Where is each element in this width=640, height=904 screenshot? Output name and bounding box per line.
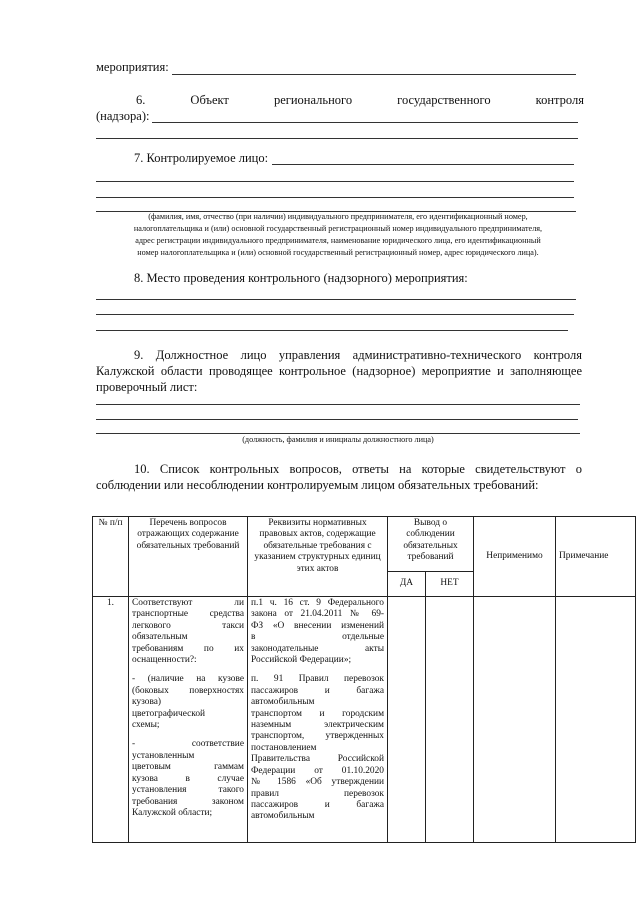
header-num: № п/п bbox=[93, 517, 129, 597]
cell-text-line: установленным bbox=[132, 750, 195, 761]
cell-text-line: обязательным bbox=[132, 632, 188, 643]
item-7-label: 7. Контролируемое лицо: bbox=[134, 151, 269, 165]
row-number: 1. bbox=[93, 597, 129, 843]
item-9-caption: (должность, фамилия и инициалы должностного лица) bbox=[242, 435, 434, 444]
cell-text-line: пассажиров и багажа bbox=[251, 799, 384, 810]
cell-text-line: Российской Федерации»; bbox=[251, 655, 352, 666]
item-9-line-3: проверочный лист: bbox=[96, 380, 198, 394]
cell-text-line: кузова в случае bbox=[132, 773, 244, 784]
checklist-table bbox=[92, 516, 636, 843]
fill-line bbox=[96, 181, 574, 182]
question-block bbox=[132, 739, 244, 819]
item-6-word: регионального bbox=[273, 93, 353, 107]
requisite-block bbox=[251, 598, 384, 666]
cell-text-line: закона от 21.04.2011 № 69- bbox=[251, 609, 384, 620]
cell-text-line: п. 91 Правил перевозок bbox=[251, 674, 384, 685]
fill-line bbox=[96, 404, 580, 405]
fill-line bbox=[96, 314, 574, 315]
cell-text-line: Калужской области; bbox=[132, 807, 213, 818]
header-questions: Перечень вопросов отражающих содержание обязательных требований bbox=[129, 517, 248, 597]
cell-no[interactable] bbox=[426, 597, 474, 843]
header-no: НЕТ bbox=[426, 572, 474, 597]
fill-line bbox=[96, 299, 576, 300]
event-label: мероприятия: bbox=[96, 60, 169, 74]
item-10-line-2: соблюдении или несоблюдении контролируемым лицом обязательных требований: bbox=[96, 478, 539, 492]
row-questions bbox=[129, 597, 248, 843]
item-8-label: 8. Место проведения контрольного (надзорного) мероприятия: bbox=[134, 271, 468, 285]
cell-text-line: кузова) bbox=[132, 697, 162, 708]
cell-text-line: (боковых поверхностях bbox=[132, 685, 244, 696]
cell-text-line: автомобильным bbox=[251, 811, 315, 822]
question-block bbox=[132, 674, 244, 731]
table-row bbox=[93, 597, 636, 843]
cell-text-line: Федерации от 01.10.2020 bbox=[251, 765, 384, 776]
cell-text-line: транспортом, утвержденных bbox=[251, 731, 384, 742]
cell-text-line: легкового такси bbox=[132, 620, 244, 631]
item-6-word: контроля bbox=[535, 93, 584, 107]
item-9-text: 9. Должностное лицо управления административно-технического контроля bbox=[134, 348, 582, 362]
cell-text-line: цветовым гаммам bbox=[132, 762, 244, 773]
caption-line: адрес регистрации индивидуального предпринимателя, наименование юридического лица, его идентификационный bbox=[135, 236, 541, 245]
cell-text-line: правил перевозок bbox=[251, 788, 384, 799]
cell-text-line: оснащенности?: bbox=[132, 655, 197, 666]
fill-line bbox=[272, 164, 574, 165]
fill-line bbox=[96, 138, 578, 139]
item-10-line-1: 10. Список контрольных вопросов, ответы на которые свидетельствуют о bbox=[134, 462, 582, 476]
item-6-number: 6. bbox=[136, 93, 146, 107]
cell-text-line: - соответствие bbox=[132, 739, 244, 750]
requisite-block bbox=[251, 674, 384, 822]
header-yes: ДА bbox=[388, 572, 426, 597]
cell-text-line: наземным электрическим bbox=[251, 720, 384, 731]
cell-not-applicable[interactable] bbox=[474, 597, 556, 843]
header-notes: Примечание bbox=[556, 517, 636, 597]
question-block bbox=[132, 598, 244, 666]
fill-line bbox=[96, 419, 578, 420]
cell-text-line: установления такого bbox=[132, 785, 244, 796]
item-9-line-2: Калужской области проводящее контрольное (надзорное) мероприятие и заполняющее bbox=[96, 364, 582, 378]
item-6-word: Объект bbox=[190, 93, 229, 107]
item-6-heading bbox=[96, 93, 584, 108]
fill-line bbox=[172, 74, 576, 75]
fill-line bbox=[152, 122, 578, 123]
cell-text-line: № 1586 «Об утверждении bbox=[251, 777, 384, 788]
caption-line: налогоплательщика и (или) основной государственный регистрационный номер индивидуального предпринимателя, bbox=[133, 224, 543, 233]
header-conclusion: Вывод о соблюдении обязательных требований bbox=[388, 517, 474, 572]
cell-yes[interactable] bbox=[388, 597, 426, 843]
cell-text-line: - (наличие на кузове bbox=[132, 674, 244, 685]
row-requisites bbox=[248, 597, 388, 843]
cell-text-line: автомобильным bbox=[251, 697, 315, 708]
cell-text-line: Правительства Российской bbox=[251, 754, 384, 765]
fill-line bbox=[96, 197, 574, 198]
item-7-caption bbox=[90, 211, 586, 259]
cell-text-line: схемы; bbox=[132, 720, 160, 731]
caption-line: (фамилия, имя, отчество (при наличии) индивидуального предпринимателя, его идентификационный номер, bbox=[148, 212, 528, 221]
cell-text-line: транспортные средства bbox=[132, 609, 244, 620]
cell-text-line: требованиям по их bbox=[132, 643, 244, 654]
item-9-line-1 bbox=[134, 348, 582, 363]
header-requisites: Реквизиты нормативных правовых актов, содержащие обязательные требования с указанием структурных единиц этих актов bbox=[248, 517, 388, 597]
item-6-continuation: (надзора): bbox=[96, 109, 150, 123]
cell-text-line: Соответствуют ли bbox=[132, 598, 244, 608]
caption-line: номер налогоплательщика и (или) основной государственный регистрационный номер, адрес юридического лица). bbox=[137, 248, 539, 257]
table-header-row bbox=[93, 517, 636, 572]
header-not-applicable: Неприменимо bbox=[474, 517, 556, 597]
item-6-word: государственного bbox=[397, 93, 491, 107]
cell-notes[interactable] bbox=[556, 597, 636, 843]
cell-text-line: требования законом bbox=[132, 796, 244, 807]
cell-text-line: пассажиров и багажа bbox=[251, 685, 384, 696]
cell-text-line: цветографической bbox=[132, 708, 206, 719]
cell-text-line: транспортом и городским bbox=[251, 708, 384, 719]
cell-text-line: п.1 ч. 16 ст. 9 Федерального bbox=[251, 598, 384, 608]
cell-text-line: в отдельные bbox=[251, 632, 384, 643]
fill-line bbox=[96, 330, 568, 331]
cell-text-line: постановлением bbox=[251, 742, 317, 753]
cell-text-line: законодательные акты bbox=[251, 643, 384, 654]
cell-text-line: ФЗ «О внесении изменений bbox=[251, 620, 384, 631]
